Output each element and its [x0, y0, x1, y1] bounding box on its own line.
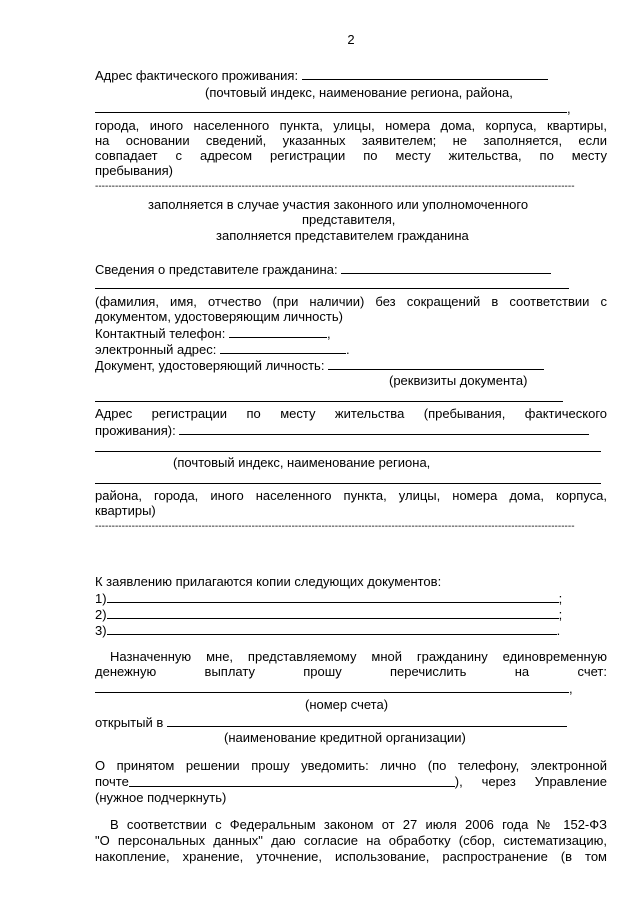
attachment-item-3: [95, 622, 560, 638]
notification-line1: О принятом решении прошу уведомить: лично (по телефону, электронной: [95, 758, 607, 773]
attachment-item-1: [95, 590, 562, 606]
bank-row: [95, 714, 567, 730]
actual-address-field2[interactable]: [95, 100, 567, 113]
punct: ;: [558, 607, 563, 622]
representative-note-line1: заполняется в случае участия законного или уполномоченного: [148, 197, 529, 212]
registration-line1: Адрес регистрации по месту жительства (пребывания, фактического: [95, 406, 607, 421]
phone-label: Контактный телефон:: [95, 326, 226, 341]
attachments-label: К заявлению прилагаются копии следующих документов:: [95, 574, 442, 589]
registration-hint1: (почтовый индекс, наименование региона,: [173, 455, 431, 470]
phone-field[interactable]: [229, 325, 327, 338]
payment-word: выплату: [204, 664, 255, 679]
payment-word: перечислить: [390, 664, 467, 679]
registration-label: проживания):: [95, 423, 176, 438]
actual-address-hint2-line1: города, иного населенного пункта, улицы, номера дома, корпуса, квартиры,: [95, 118, 607, 133]
opened-in-label: открытый в: [95, 715, 164, 730]
payment-word: на: [514, 664, 530, 679]
notification-line3: (нужное подчеркнуть): [95, 790, 227, 805]
account-number-field[interactable]: [95, 680, 569, 693]
punct: ;: [558, 591, 563, 606]
consent-line3: накопление, хранение, уточнение, использование, распространение (в том: [95, 849, 607, 864]
attachment-num: 3): [95, 623, 107, 638]
registration-row2: [95, 422, 589, 438]
actual-address-hint2-line2: на основании сведений, указанных заявителем; не заполняется, если: [95, 133, 607, 148]
punct: ,: [326, 326, 331, 341]
account-row: [95, 680, 573, 696]
email-field[interactable]: [220, 341, 346, 354]
actual-address-label: Адрес фактического проживания:: [95, 68, 299, 83]
attachment-num: 1): [95, 591, 107, 606]
notification-email-label: почте: [95, 774, 129, 789]
document-label: Документ, удостоверяющий личность:: [95, 358, 325, 373]
notification-line2: [95, 774, 607, 789]
page-number: 2: [347, 32, 355, 47]
bank-hint: (наименование кредитной организации): [224, 730, 466, 745]
actual-address-hint1: (почтовый индекс, наименование региона, района,: [205, 85, 513, 100]
phone-row: [95, 325, 331, 341]
actual-address-hint2-line4: пребывания): [95, 163, 173, 178]
registration-field-line3[interactable]: [95, 483, 601, 484]
separator-dashed: ------------------------------------------------------------------------------------------------------------------------------------------------: [95, 522, 575, 532]
bank-name-field[interactable]: [167, 714, 567, 727]
notification-email-field[interactable]: [129, 774, 455, 787]
payment-line2: [95, 664, 607, 679]
representative-field[interactable]: [341, 261, 551, 274]
attachment-item-2: [95, 606, 562, 622]
document-hint: (реквизиты документа): [389, 373, 528, 388]
punct: .: [556, 623, 561, 638]
email-row: [95, 341, 350, 357]
registration-hint2-line1: района, города, иного населенного пункта, улицы, номера дома, корпуса,: [95, 488, 607, 503]
comma: ,: [567, 101, 571, 116]
consent-line2: "О персональных данных" даю согласие на обработку (сбор, систематизацию,: [95, 833, 607, 848]
representative-hint-line2: документом, удостоверяющим личность): [95, 309, 343, 324]
attachment-field-1[interactable]: [107, 590, 559, 603]
registration-hint2-line2: квартиры): [95, 503, 156, 518]
representative-hint-line1: (фамилия, имя, отчество (при наличии) без сокращений в соответствии с: [95, 294, 607, 309]
registration-field[interactable]: [179, 422, 589, 435]
punct: .: [346, 342, 350, 357]
document-field[interactable]: [328, 357, 544, 370]
representative-row: [95, 261, 551, 277]
account-hint: (номер счета): [305, 697, 389, 712]
email-label: электронный адрес:: [95, 342, 217, 357]
actual-address-hint2-line3: совпадает с адресом регистрации по месту жительства, по месту: [95, 148, 607, 163]
document-field-line2[interactable]: [95, 401, 563, 402]
actual-address-field[interactable]: [302, 67, 548, 80]
document-row: [95, 357, 544, 373]
separator-dashed: ------------------------------------------------------------------------------------------------------------------------------------------------: [95, 182, 575, 192]
attachment-field-2[interactable]: [107, 606, 559, 619]
punct: ,: [569, 681, 573, 696]
payment-word: прошу: [303, 664, 342, 679]
notification-agency: ), через Управление: [454, 774, 607, 789]
attachment-field-3[interactable]: [107, 622, 557, 635]
actual-address-row: [95, 67, 548, 83]
representative-note-line3: заполняется представителем гражданина: [216, 228, 469, 243]
representative-field-line2[interactable]: [95, 288, 569, 289]
registration-field-line2[interactable]: [95, 451, 601, 452]
attachment-num: 2): [95, 607, 107, 622]
representative-note-line2: представителя,: [302, 212, 396, 227]
payment-word: счет:: [577, 664, 607, 679]
actual-address-row2: [95, 100, 571, 116]
consent-line1: В соответствии с Федеральным законом от 27 июля 2006 года № 152-ФЗ: [110, 817, 607, 832]
representative-label: Сведения о представителе гражданина:: [95, 262, 338, 277]
payment-line1: Назначенную мне, представляемому мной гражданину единовременную: [110, 649, 607, 664]
payment-word: денежную: [95, 664, 157, 679]
